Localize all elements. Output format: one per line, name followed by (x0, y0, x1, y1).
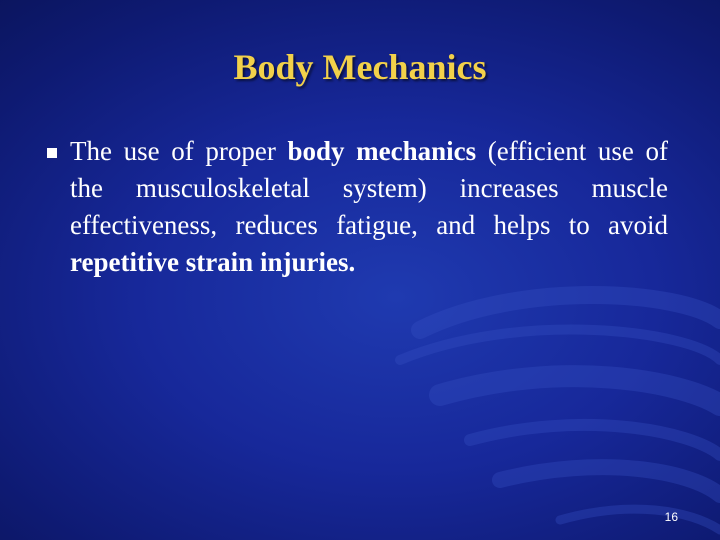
bullet-text (70, 133, 668, 281)
bullet-bold-repetitive-strain: repetitive strain injuries. (70, 247, 356, 277)
bullet-item (44, 133, 670, 281)
slide-title: Body Mechanics (233, 47, 487, 87)
page-number: 16 (664, 510, 678, 524)
square-bullet-icon (47, 148, 57, 158)
bullet-text-part-2: (efficient use of the musculoskeletal system) increases muscle effectiveness, reduces fatigue, and helps to avoid (70, 136, 668, 240)
bullet-bold-body-mechanics: body mechanics (287, 136, 477, 166)
bullet-text-part-1: The use of proper (70, 136, 288, 166)
